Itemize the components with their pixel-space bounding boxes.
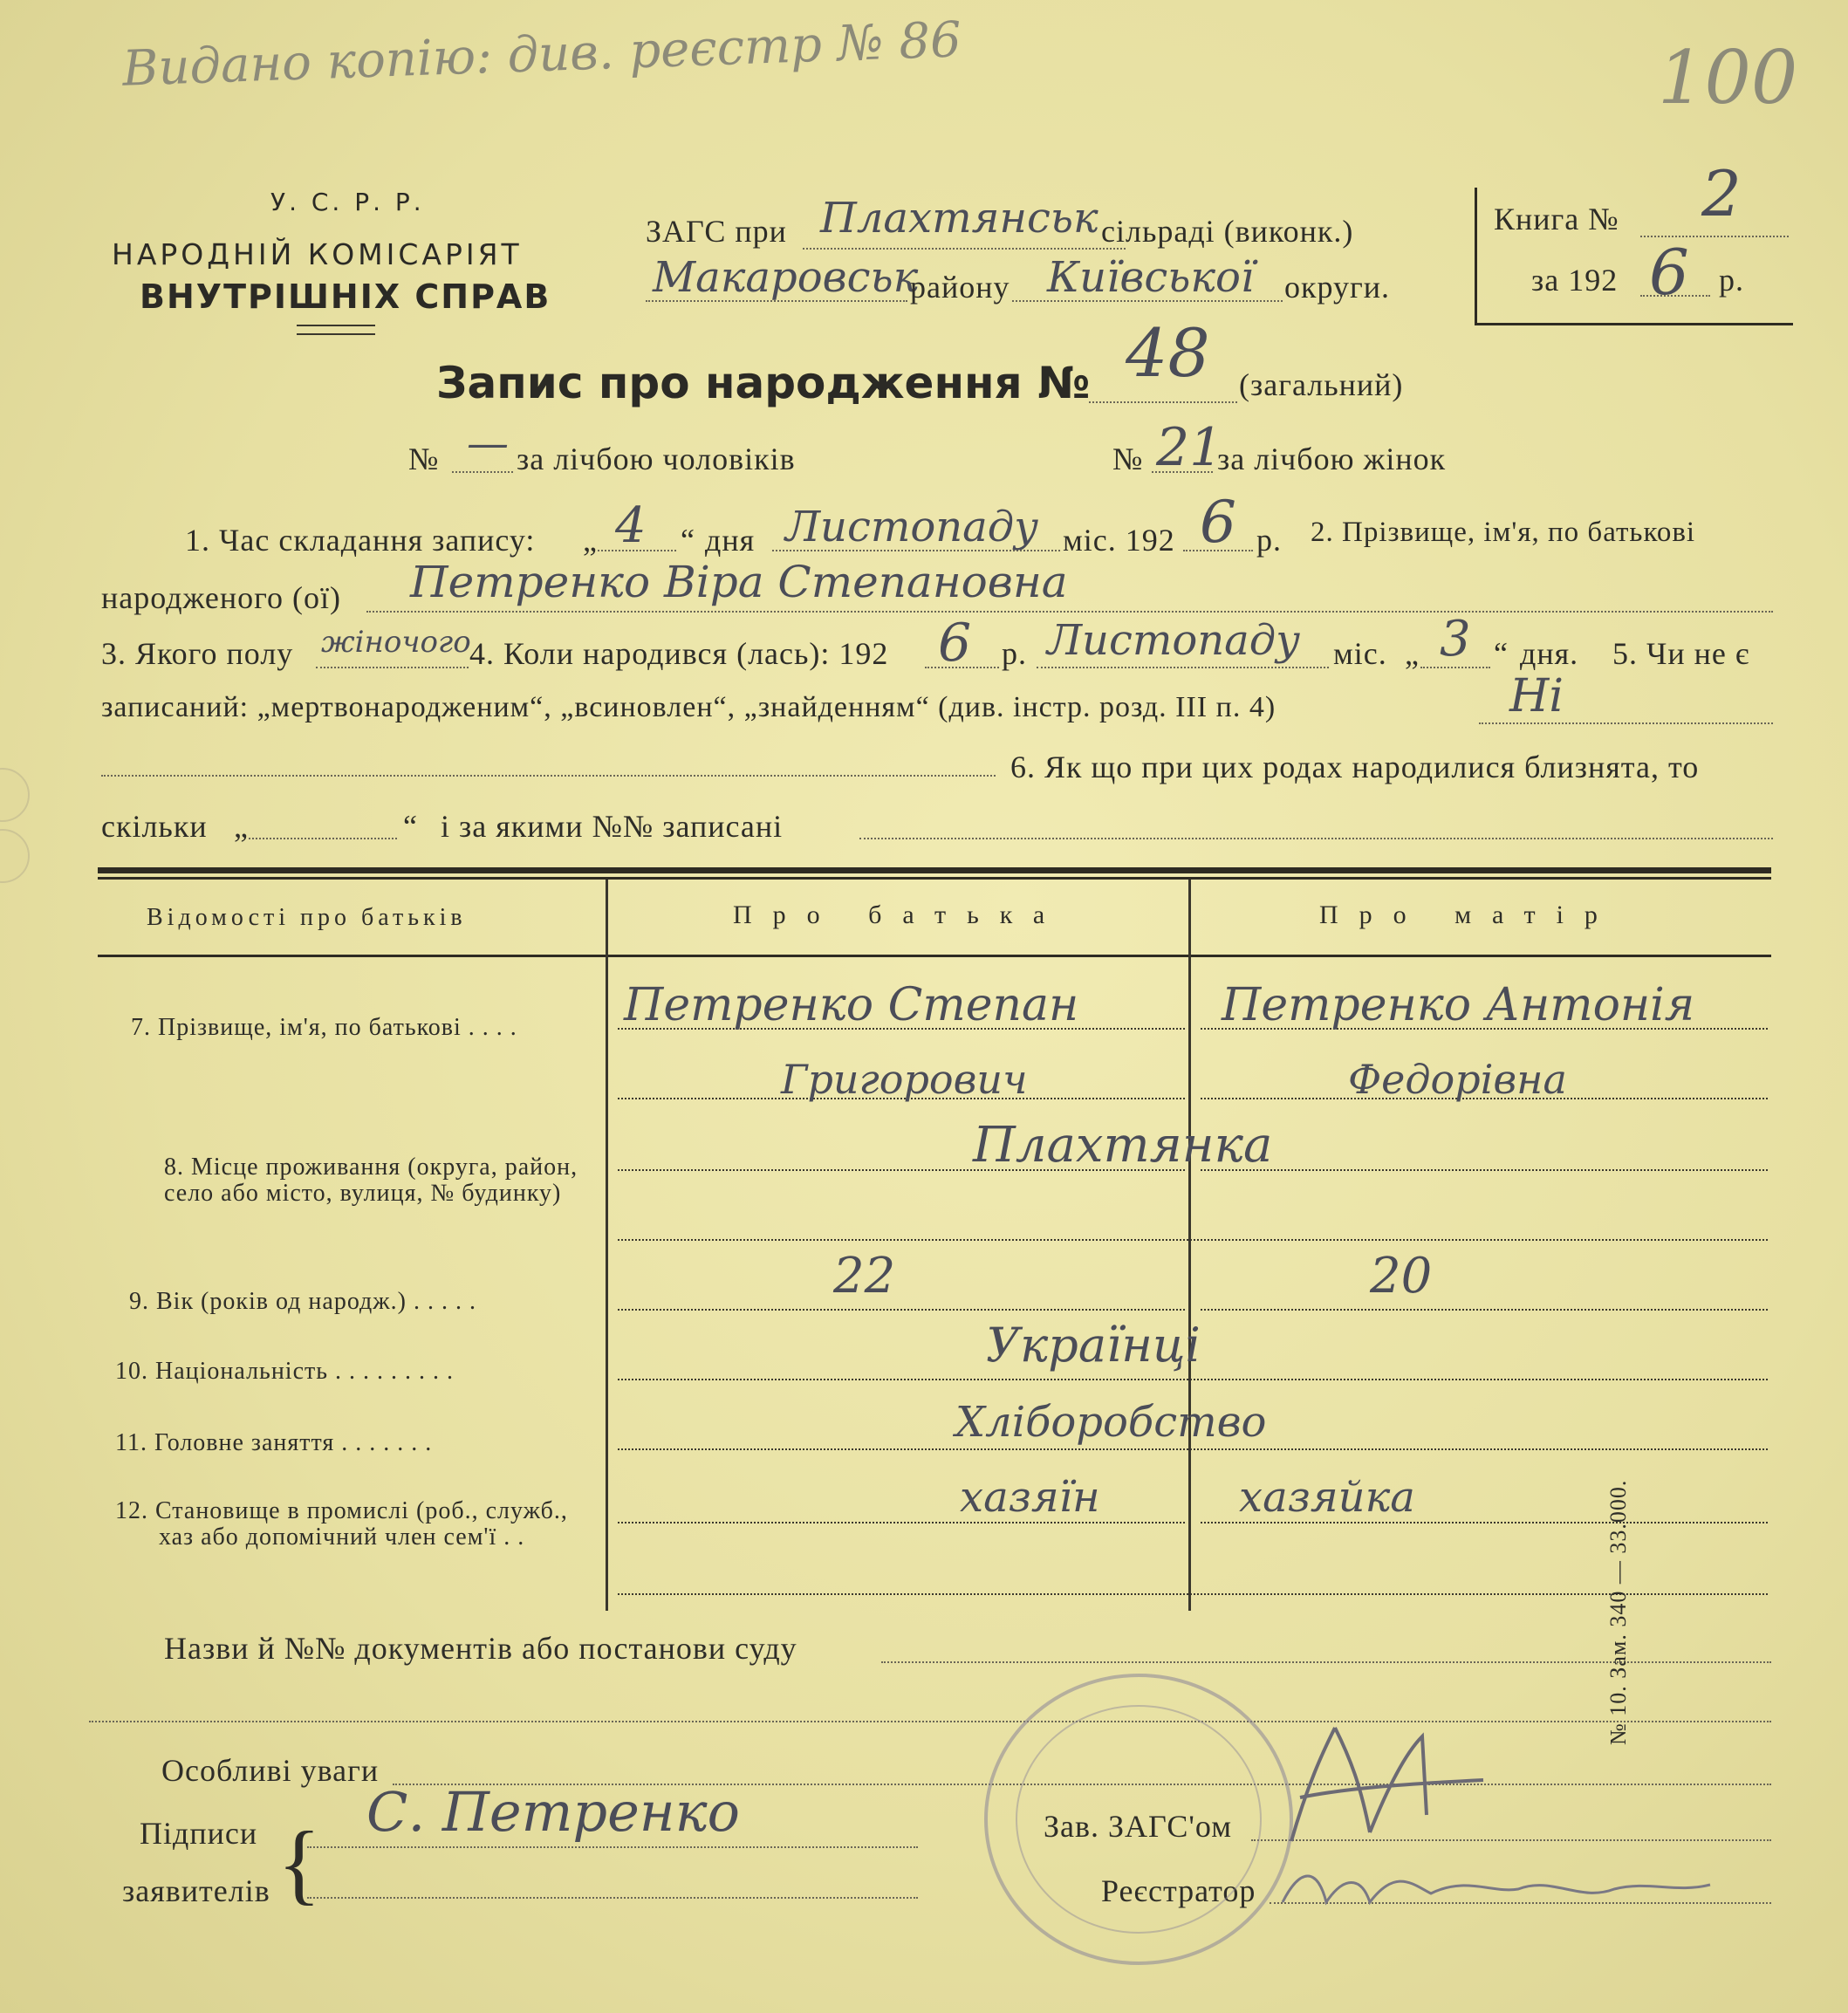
registrar-signature (1265, 1841, 1719, 1937)
page-number: 100 (1658, 35, 1798, 120)
applicants-label-2: заявителів (122, 1873, 270, 1908)
field-5-label: 5. Чи не є (1612, 636, 1750, 671)
quote-close: “ (681, 523, 695, 558)
field-4-day-label: дня. (1520, 636, 1579, 671)
male-no-line (452, 471, 513, 473)
row-10-label: 10. Національність . . . . . . . . . (115, 1358, 455, 1385)
row-11-shared: Хліборобство (955, 1398, 1267, 1447)
table-top-rule (98, 877, 1771, 880)
applicants-brace: { (277, 1813, 322, 1914)
table-header-info: Відомості про батьків (147, 904, 467, 931)
record-suffix: (загальний) (1239, 367, 1404, 402)
table-column-divider (606, 880, 608, 1611)
documents-line-2 (89, 1721, 1771, 1722)
quote-open: „ (583, 523, 598, 558)
pencil-note: Видано копію: див. реєстр № 86 (121, 11, 962, 98)
quote-close: “ (1494, 636, 1509, 671)
row-11-label: 11. Головне заняття . . . . . . . (115, 1429, 433, 1456)
field-3-label: 3. Якого полу (101, 636, 294, 671)
binder-hole (0, 829, 30, 883)
row-9-father: 22 (833, 1248, 896, 1304)
row-8-label: 8. Місце проживання (округа, район, (164, 1154, 578, 1181)
field-1-label: 1. Час складання запису: (185, 523, 536, 558)
field-1-month-label: міс. 192 (1063, 523, 1175, 558)
field-6-label-2b: і за якими №№ записані (441, 809, 784, 844)
row-12-label: 12. Становище в промислі (роб., служб., (115, 1497, 568, 1524)
book-label: Книга № (1494, 202, 1619, 236)
field-6-blank-line (101, 775, 996, 777)
row-line (618, 1522, 1185, 1523)
registrar-label: Реєстратор (1101, 1873, 1256, 1908)
field-2-value: Петренко Віра Степановна (410, 557, 1068, 607)
applicant-signature-line-2 (307, 1897, 918, 1899)
row-line (618, 1379, 1768, 1380)
row-line (1201, 1522, 1768, 1523)
row-line (618, 1448, 1768, 1450)
record-number-line (1089, 401, 1237, 403)
row-7-father: Петренко Степан (624, 979, 1079, 1031)
field-6-label: 6. Як що при цих родах народилися близнята, то (1010, 750, 1700, 784)
applicant-signature-line (307, 1846, 918, 1848)
table-header-rule (98, 955, 1771, 957)
header-rule (297, 333, 375, 335)
row-8-label-2: село або місто, вулиця, № будинку) (164, 1180, 562, 1207)
twins-count-line (249, 838, 397, 839)
field-4-day: 3 (1440, 611, 1471, 668)
male-no-label: № (408, 442, 440, 476)
zags-underline (803, 248, 1126, 250)
row-12-label-2: хаз або допомічний член сем'ї . . (159, 1523, 525, 1551)
book-year: 6 (1649, 236, 1689, 309)
book-year-label: за 192 (1531, 263, 1619, 298)
row-12-mother: хазяйка (1239, 1473, 1415, 1522)
head-signature (1274, 1710, 1501, 1859)
field-4-year-suffix: р. (1002, 636, 1027, 671)
field-5-label-2: записаний: „мертвонародженим“, „всиновлен“, „знайденням“ (див. інстр. розд. III п. 4) (101, 691, 1276, 723)
field-2-label-2: народженого (ої) (101, 580, 342, 615)
remarks-label: Особливі уваги (161, 1753, 380, 1788)
field-4-label: 4. Коли народився (лась): 192 (469, 636, 889, 671)
row-line (618, 1309, 1185, 1311)
row-7-father-2: Григорович (781, 1056, 1028, 1103)
quote-open: „ (234, 809, 249, 844)
row-line (1201, 1309, 1768, 1311)
village-council-value: Плахтянськ (820, 194, 1099, 243)
female-count-label: за лічбою жінок (1217, 442, 1447, 476)
field-5-line (1479, 722, 1773, 724)
official-stamp (973, 1662, 1304, 1976)
applicants-label-1: Підписи (140, 1816, 258, 1851)
district-label: району (910, 270, 1010, 305)
table-top-rule (98, 867, 1771, 873)
field-2-line (366, 611, 1773, 613)
row-line (618, 1593, 1768, 1595)
field-3-value: жіночого (321, 625, 471, 660)
book-number: 2 (1701, 157, 1742, 230)
female-no-label: № (1112, 442, 1144, 476)
male-no-value: — (467, 419, 509, 468)
field-6-label-2a: скільки (101, 809, 208, 844)
side-print: № 10. Зам. 340 — 33.000. (1605, 1479, 1631, 1745)
row-7-label: 7. Прізвище, ім'я, по батькові . . . . (131, 1014, 517, 1041)
field-4-month: Листопаду (1047, 616, 1301, 665)
field-2-label: 2. Прізвище, ім'я, по батькові (1311, 517, 1696, 548)
table-column-divider (1188, 880, 1191, 1611)
row-7-mother-2: Федорівна (1348, 1056, 1567, 1103)
field-1-day: 4 (615, 497, 647, 554)
record-title: Запис про народження № (436, 358, 1091, 408)
applicant-signature: С. Петренко (366, 1780, 740, 1844)
field-1-year-suffix: р. (1256, 523, 1282, 558)
row-line (618, 1239, 1768, 1241)
field-1-year: 6 (1200, 489, 1236, 556)
district-value: Макаровськ (653, 253, 919, 302)
field-4-month-line (1037, 667, 1329, 668)
row-line (1201, 1169, 1768, 1171)
field-1-month: Листопаду (785, 503, 1039, 551)
ministry-label: ВНУТРІШНІХ СПРАВ (140, 277, 551, 316)
quote-open: „ (1405, 636, 1420, 671)
field-4-month-label: міс. (1333, 636, 1387, 671)
okrug-label: округи. (1284, 270, 1391, 305)
republic-label: У. С. Р. Р. (270, 188, 425, 216)
okrug-value: Київської (1047, 253, 1255, 302)
male-count-label: за лічбою чоловіків (517, 442, 796, 476)
table-header-father: Про батька (733, 900, 1066, 929)
row-9-mother: 20 (1370, 1248, 1433, 1304)
field-3-line (316, 667, 469, 668)
quote-close: “ (403, 809, 418, 844)
field-5-value: Ні (1509, 670, 1564, 722)
header-rule (297, 325, 375, 326)
commissariat-label: НАРОДНІЙ КОМІСАРІЯТ (112, 237, 523, 271)
female-no-value: 21 (1156, 417, 1223, 478)
head-label: Зав. ЗАГС'ом (1044, 1809, 1232, 1844)
row-8-shared: Плахтянка (973, 1117, 1273, 1174)
row-7-mother: Петренко Антонія (1222, 979, 1695, 1031)
field-4-year: 6 (938, 613, 972, 674)
twins-numbers-line (859, 838, 1773, 839)
row-9-label: 9. Вік (років од народж.) . . . . . (129, 1288, 476, 1315)
field-1-day-label: дня (705, 523, 756, 558)
table-header-mother: Про матір (1319, 900, 1619, 929)
row-12-father: хазяїн (960, 1473, 1100, 1522)
record-number: 48 (1126, 314, 1210, 392)
row-10-shared: Українці (986, 1318, 1201, 1373)
documents-label: Назви й №№ документів або постанови суду (164, 1631, 797, 1666)
book-year-suffix: р. (1719, 263, 1744, 298)
zags-prefix: ЗАГС при (646, 214, 787, 249)
council-suffix: сільраді (виконк.) (1101, 214, 1354, 249)
binder-hole (0, 768, 30, 822)
